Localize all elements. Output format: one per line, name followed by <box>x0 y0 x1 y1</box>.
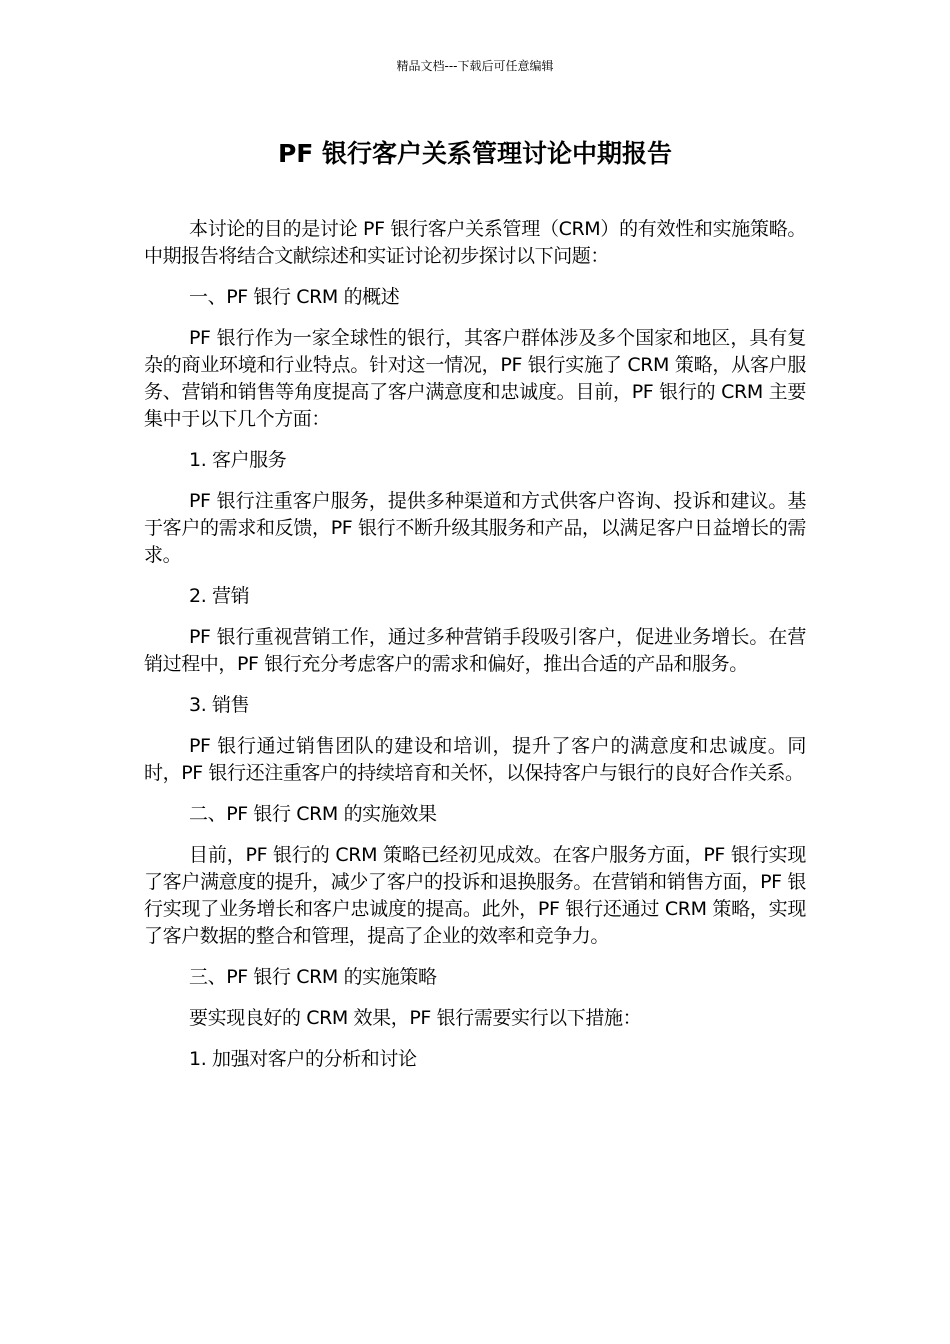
subheading-customer-analysis: 1. 加强对客户的分析和讨论 <box>189 1048 417 1070</box>
section-heading-overview: 一、PF 银行 CRM 的概述 <box>189 286 400 308</box>
overview-paragraph: PF 银行作为一家全球性的银行，其客户群体涉及多个国家和地区，具有复杂的商业环境和行业特点。针对这一情况，PF 银行实施了 CRM 策略，从客户服务、营销和销售等角度提高了客户满意度和忠诚度。目前，PF 银行的 CRM 主要集中于以下几个方面： <box>144 327 806 430</box>
subheading-customer-service: 1. 客户服务 <box>189 449 287 471</box>
document-body <box>144 216 806 1087</box>
document-title: PF 银行客户关系管理讨论中期报告 <box>277 139 673 168</box>
marketing-paragraph: PF 银行重视营销工作，通过多种营销手段吸引客户，促进业务增长。在营销过程中，PF 银行充分考虑客户的需求和偏好，推出合适的产品和服务。 <box>144 626 806 675</box>
section-heading-strategy: 三、PF 银行 CRM 的实施策略 <box>189 966 437 988</box>
intro-paragraph: 本讨论的目的是讨论 PF 银行客户关系管理（CRM）的有效性和实施策略。中期报告将结合文献综述和实证讨论初步探讨以下问题： <box>144 218 806 267</box>
strategy-paragraph: 要实现良好的 CRM 效果，PF 银行需要实行以下措施： <box>189 1007 642 1029</box>
subheading-sales: 3. 销售 <box>189 694 250 716</box>
subheading-marketing: 2. 营销 <box>189 585 250 607</box>
effects-paragraph: 目前，PF 银行的 CRM 策略已经初见成效。在客户服务方面，PF 银行实现了客户满意度的提升，减少了客户的投诉和退换服务。在营销和销售方面，PF 银行实现了业务增长和客户忠诚度的提高。此外，PF 银行还通过 CRM 策略，实现了客户数据的整合和管理，提高了企业的效率和竞争力。 <box>144 844 806 947</box>
section-heading-effects: 二、PF 银行 CRM 的实施效果 <box>189 803 437 825</box>
sales-paragraph: PF 银行通过销售团队的建设和培训，提升了客户的满意度和忠诚度。同时，PF 银行还注重客户的持续培育和关怀，以保持客户与银行的良好合作关系。 <box>144 735 806 784</box>
customer-service-paragraph: PF 银行注重客户服务，提供多种渠道和方式供客户咨询、投诉和建议。基于客户的需求和反馈，PF 银行不断升级其服务和产品，以满足客户日益增长的需求。 <box>144 490 806 566</box>
header-note: 精品文档---下载后可任意编辑 <box>396 59 554 73</box>
